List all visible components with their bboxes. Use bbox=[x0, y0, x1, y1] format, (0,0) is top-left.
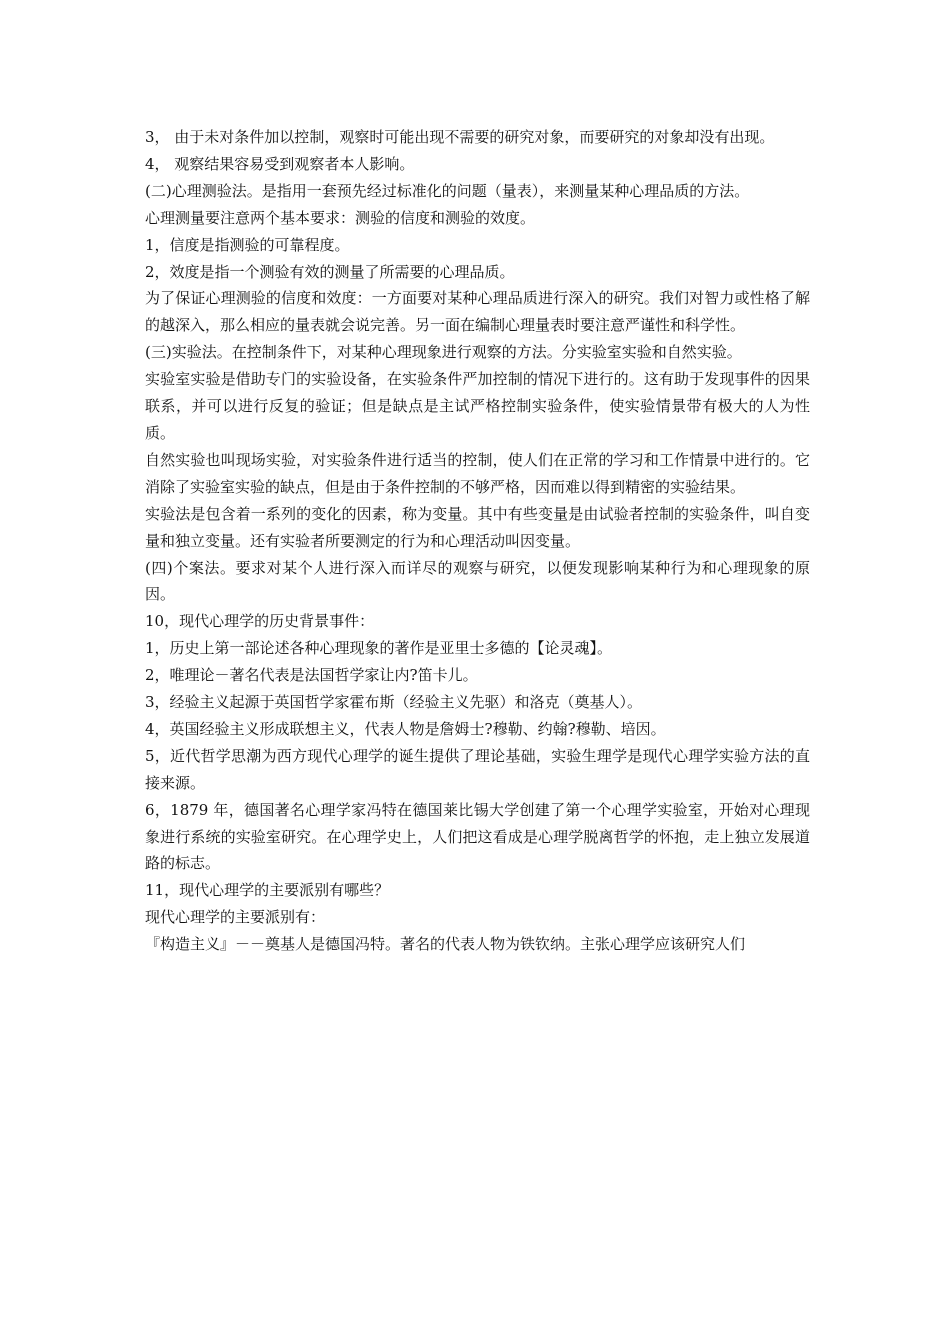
paragraph: 2，唯理论－著名代表是法国哲学家让内?笛卡儿。 bbox=[145, 666, 478, 685]
paragraph: (二)心理测验法。是指用一套预先经过标准化的问题（量表），来测量某种心理品质的方法。 bbox=[145, 181, 750, 200]
paragraph: 6，1879 年，德国著名心理学家冯特在德国莱比锡大学创建了第一个心理学实验室，开始对心理现象进行系统的实验室研究。在心理学史上，人们把这看成是心理学脱离哲学的怀抱，走上独立发展道路的标志。 bbox=[145, 800, 810, 873]
paragraph: 1，信度是指测验的可靠程度。 bbox=[145, 235, 350, 254]
paragraph: 3，经验主义起源于英国哲学家霍布斯（经验主义先驱）和洛克（奠基人）。 bbox=[145, 693, 643, 712]
paragraph: 自然实验也叫现场实验，对实验条件进行适当的控制，使人们在正常的学习和工作情景中进行的。它消除了实验室实验的缺点，但是由于条件控制的不够严格，因而难以得到精密的实验结果。 bbox=[145, 450, 810, 496]
paragraph: 4，英国经验主义形成联想主义，代表人物是詹姆士?穆勒、约翰?穆勒、培因。 bbox=[145, 719, 666, 738]
paragraph: 为了保证心理测验的信度和效度：一方面要对某种心理品质进行深入的研究。我们对智力或性格了解的越深入，那么相应的量表就会说完善。另一面在编制心理量表时要注意严谨性和科学性。 bbox=[145, 289, 810, 335]
section-heading: 10，现代心理学的历史背景事件： bbox=[145, 612, 375, 631]
section-heading: 11，现代心理学的主要派别有哪些？ bbox=[145, 881, 390, 900]
paragraph: 2，效度是指一个测验有效的测量了所需要的心理品质。 bbox=[145, 262, 515, 281]
paragraph: 实验法是包含着一系列的变化的因素，称为变量。其中有些变量是由试验者控制的实验条件，叫自变量和独立变量。还有实验者所要测定的行为和心理活动叫因变量。 bbox=[145, 504, 810, 550]
paragraph: 『构造主义』－－奠基人是德国冯特。著名的代表人物为铁钦纳。主张心理学应该研究人们 bbox=[145, 935, 746, 954]
paragraph: 心理测量要注意两个基本要求：测验的信度和测验的效度。 bbox=[145, 208, 536, 227]
paragraph: 4， 观察结果容易受到观察者本人影响。 bbox=[145, 154, 415, 173]
paragraph: 5，近代哲学思潮为西方现代心理学的诞生提供了理论基础，实验生理学是现代心理学实验方法的直接来源。 bbox=[145, 746, 810, 792]
paragraph: 现代心理学的主要派别有： bbox=[145, 908, 326, 927]
paragraph: 1，历史上第一部论述各种心理现象的著作是亚里士多德的【论灵魂】。 bbox=[145, 639, 613, 658]
paragraph: 3， 由于未对条件加以控制，观察时可能出现不需要的研究对象，而要研究的对象却没有出现。 bbox=[145, 128, 775, 146]
paragraph: (四)个案法。要求对某个人进行深入而详尽的观察与研究，以便发现影响某种行为和心理现象的原因。 bbox=[145, 558, 810, 604]
paragraph: (三)实验法。在控制条件下，对某种心理现象进行观察的方法。分实验室实验和自然实验。 bbox=[145, 343, 742, 362]
paragraph: 实验室实验是借助专门的实验设备，在实验条件严加控制的情况下进行的。这有助于发现事件的因果联系，并可以进行反复的验证；但是缺点是主试严格控制实验条件，使实验情景带有极大的人为性质。 bbox=[145, 370, 810, 442]
document-body bbox=[145, 124, 810, 958]
